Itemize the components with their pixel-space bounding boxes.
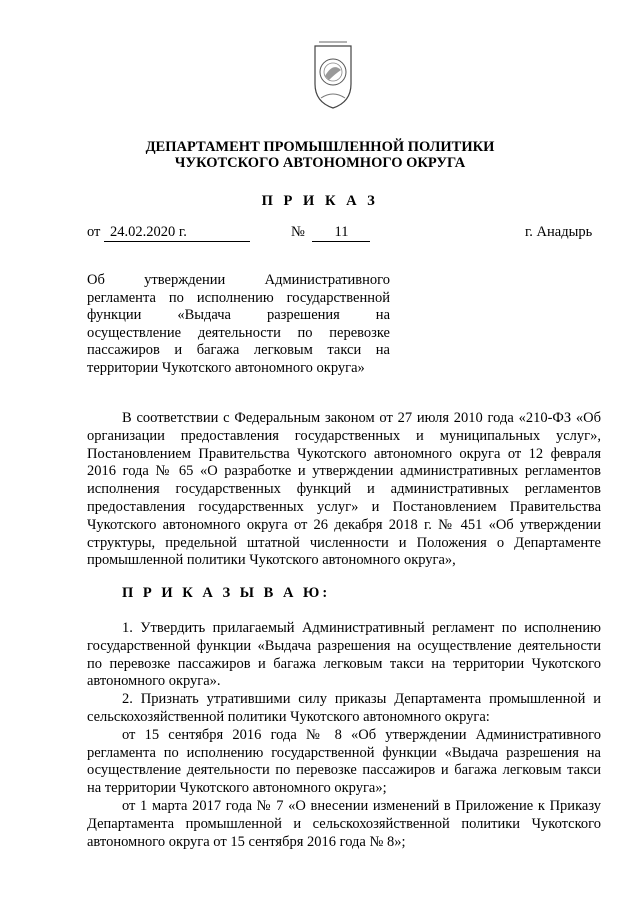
- preamble-text: В соответствии с Федеральным законом от 27 июля 2010 года «210-ФЗ «Об организации предоставления государственных и муниципальных услуг», Постановлением Правительства Чукотского автономного округа от 12 февраля 2016 года № 65 «О разработке и утверждении административных регламентов исполнения государственных функций и административных регламентов предоставления государственных услуг» и Постановлением Правительства Чукотского автономного округа от 26 декабря 2018 г. № 451 «Об утверждении структуры, предельной штатной численности и Положения о Департаменте промышленной политики Чукотского автономного округа»,: [87, 410, 601, 569]
- number-prefix: №: [291, 224, 305, 240]
- number-field: [291, 223, 370, 242]
- preamble-paragraph: [87, 410, 601, 570]
- coat-of-arms-emblem: [311, 40, 355, 112]
- date-prefix: от: [87, 224, 101, 240]
- date-field: [87, 223, 250, 242]
- document-subject: Об утверждении Административного регламента по исполнению государственной функции «Выдача разрешения на осуществление деятельности по перевозке пассажиров и багажа легковым такси на территории Чукотского автономного округа»: [87, 272, 390, 376]
- organization-name-line2: ЧУКОТСКОГО АВТОНОМНОГО ОКРУГА: [174, 155, 466, 171]
- city: г. Анадырь: [525, 224, 593, 240]
- organization-name-line1: ДЕПАРТАМЕНТ ПРОМЫШЛЕННОЙ ПОЛИТИКИ: [145, 139, 495, 155]
- document-number: 11: [312, 223, 370, 242]
- list-item: 2. Признать утратившими силу приказы Департамента промышленной и сельскохозяйственной политики Чукотского автономного округа:: [87, 691, 601, 725]
- list-item: от 1 марта 2017 года № 7 «О внесении изменений в Приложение к Приказу Департамента промышленной и сельскохозяйственной политики Чукотского автономного округа от 15 сентября 2016 года № 8»;: [87, 797, 601, 850]
- document-type-title: П Р И К А З: [261, 193, 379, 209]
- order-items: [87, 620, 601, 851]
- list-item: 1. Утвердить прилагаемый Административный регламент по исполнению государственной функции «Выдача разрешения на осуществление деятельности по перевозке пассажиров и багажа легковым такси на территории Чукотского автономного округа».: [87, 620, 601, 690]
- document-date: 24.02.2020 г.: [104, 223, 250, 242]
- list-item: от 15 сентября 2016 года № 8 «Об утверждении Административного регламента по исполнению государственной функции «Выдача разрешения на осуществление деятельности по перевозке пассажиров и багажа легковым такси на территории Чукотского автономного округа»;: [87, 726, 601, 797]
- order-word: П Р И К А З Ы В А Ю:: [122, 585, 331, 601]
